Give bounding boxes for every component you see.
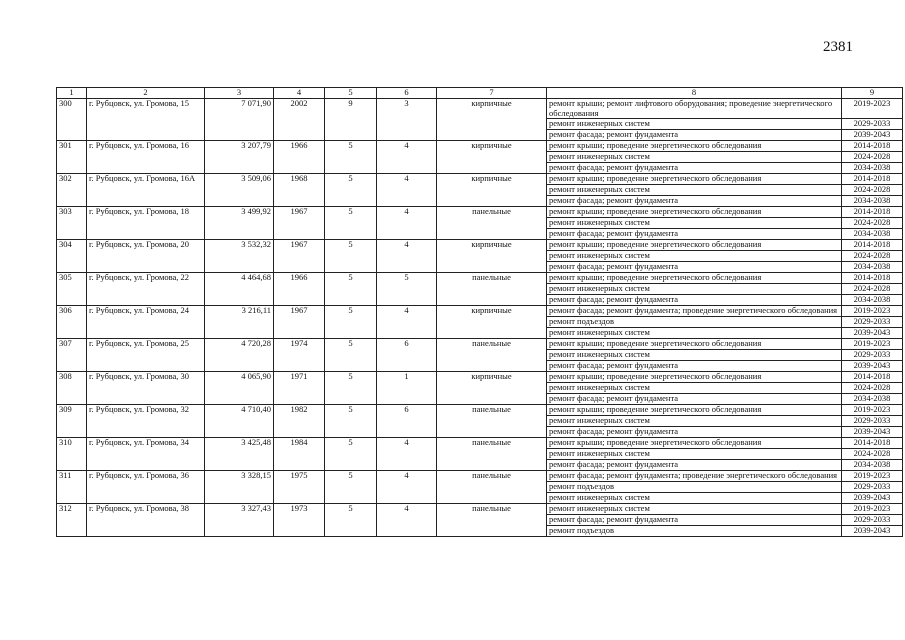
material-cell: панельные	[437, 207, 547, 240]
period-cell: 2014-2018	[842, 438, 903, 449]
material-cell: панельные	[437, 405, 547, 438]
period-cell: 2014-2018	[842, 174, 903, 185]
period-cell: 2034-2038	[842, 229, 903, 240]
row-number: 307	[57, 339, 87, 372]
table-row	[57, 372, 903, 383]
floors-cell: 5	[325, 174, 377, 207]
floors-cell: 5	[325, 339, 377, 372]
column-header-5: 5	[325, 88, 377, 99]
row-number: 300	[57, 98, 87, 141]
period-cell: 2024-2028	[842, 383, 903, 394]
floors-cell: 5	[325, 273, 377, 306]
work-cell: ремонт крыши; ремонт лифтового оборудования; проведение энергетического обследования	[547, 98, 842, 119]
period-cell: 2029-2033	[842, 350, 903, 361]
work-cell: ремонт фасада; ремонт фундамента	[547, 515, 842, 526]
work-cell: ремонт инженерных систем	[547, 328, 842, 339]
period-cell: 2024-2028	[842, 449, 903, 460]
period-cell: 2019-2023	[842, 339, 903, 350]
entrances-cell: 3	[377, 98, 437, 141]
entrances-cell: 4	[377, 207, 437, 240]
address-cell: г. Рубцовск, ул. Громова, 16А	[87, 174, 205, 207]
period-cell: 2039-2043	[842, 130, 903, 141]
floors-cell: 5	[325, 504, 377, 537]
area-cell: 3 499,92	[205, 207, 274, 240]
floors-cell: 5	[325, 207, 377, 240]
floors-cell: 5	[325, 405, 377, 438]
table-row	[57, 471, 903, 482]
floors-cell: 5	[325, 306, 377, 339]
period-cell: 2014-2018	[842, 207, 903, 218]
material-cell: кирпичные	[437, 372, 547, 405]
entrances-cell: 4	[377, 471, 437, 504]
work-cell: ремонт фасада; ремонт фундамента	[547, 394, 842, 405]
period-cell: 2019-2023	[842, 98, 903, 119]
material-cell: кирпичные	[437, 174, 547, 207]
page-number: 2381	[823, 39, 853, 55]
year-cell: 1967	[274, 207, 325, 240]
row-number: 310	[57, 438, 87, 471]
area-cell: 3 425,48	[205, 438, 274, 471]
table-row	[57, 273, 903, 284]
material-cell: панельные	[437, 438, 547, 471]
header-row	[57, 88, 903, 99]
column-header-9: 9	[842, 88, 903, 99]
period-cell: 2039-2043	[842, 427, 903, 438]
work-cell: ремонт инженерных систем	[547, 218, 842, 229]
entrances-cell: 4	[377, 240, 437, 273]
period-cell: 2024-2028	[842, 284, 903, 295]
area-cell: 3 216,11	[205, 306, 274, 339]
entrances-cell: 5	[377, 273, 437, 306]
work-cell: ремонт крыши; проведение энергетического обследования	[547, 174, 842, 185]
work-cell: ремонт инженерных систем	[547, 416, 842, 427]
period-cell: 2034-2038	[842, 295, 903, 306]
year-cell: 1966	[274, 141, 325, 174]
period-cell: 2034-2038	[842, 262, 903, 273]
year-cell: 1982	[274, 405, 325, 438]
address-cell: г. Рубцовск, ул. Громова, 30	[87, 372, 205, 405]
period-cell: 2039-2043	[842, 361, 903, 372]
period-cell: 2014-2018	[842, 141, 903, 152]
address-cell: г. Рубцовск, ул. Громова, 18	[87, 207, 205, 240]
work-cell: ремонт инженерных систем	[547, 284, 842, 295]
row-number: 306	[57, 306, 87, 339]
period-cell: 2029-2033	[842, 119, 903, 130]
year-cell: 1974	[274, 339, 325, 372]
material-cell: кирпичные	[437, 306, 547, 339]
row-number: 311	[57, 471, 87, 504]
period-cell: 2019-2023	[842, 504, 903, 515]
work-cell: ремонт фасада; ремонт фундамента	[547, 460, 842, 471]
work-cell: ремонт подъездов	[547, 317, 842, 328]
column-header-7: 7	[437, 88, 547, 99]
work-cell: ремонт крыши; проведение энергетического обследования	[547, 405, 842, 416]
work-cell: ремонт фасада; ремонт фундамента	[547, 361, 842, 372]
work-cell: ремонт инженерных систем	[547, 350, 842, 361]
table-row	[57, 174, 903, 185]
material-cell: кирпичные	[437, 141, 547, 174]
address-cell: г. Рубцовск, ул. Громова, 25	[87, 339, 205, 372]
period-cell: 2019-2023	[842, 306, 903, 317]
period-cell: 2039-2043	[842, 493, 903, 504]
material-cell: панельные	[437, 471, 547, 504]
table-body	[57, 98, 903, 537]
period-cell: 2024-2028	[842, 251, 903, 262]
period-cell: 2029-2033	[842, 515, 903, 526]
period-cell: 2014-2018	[842, 240, 903, 251]
period-cell: 2029-2033	[842, 416, 903, 427]
column-header-1: 1	[57, 88, 87, 99]
row-number: 308	[57, 372, 87, 405]
period-cell: 2034-2038	[842, 196, 903, 207]
work-cell: ремонт инженерных систем	[547, 119, 842, 130]
address-cell: г. Рубцовск, ул. Громова, 38	[87, 504, 205, 537]
work-cell: ремонт фасада; ремонт фундамента	[547, 295, 842, 306]
column-header-4: 4	[274, 88, 325, 99]
period-cell: 2029-2033	[842, 317, 903, 328]
table-row	[57, 306, 903, 317]
year-cell: 1967	[274, 306, 325, 339]
address-cell: г. Рубцовск, ул. Громова, 22	[87, 273, 205, 306]
work-cell: ремонт фасада; ремонт фундамента	[547, 262, 842, 273]
row-number: 302	[57, 174, 87, 207]
address-cell: г. Рубцовск, ул. Громова, 15	[87, 98, 205, 141]
row-number: 303	[57, 207, 87, 240]
entrances-cell: 4	[377, 174, 437, 207]
row-number: 309	[57, 405, 87, 438]
row-number: 305	[57, 273, 87, 306]
address-cell: г. Рубцовск, ул. Громова, 34	[87, 438, 205, 471]
work-cell: ремонт инженерных систем	[547, 449, 842, 460]
floors-cell: 9	[325, 98, 377, 141]
period-cell: 2019-2023	[842, 471, 903, 482]
period-cell: 2014-2018	[842, 273, 903, 284]
work-cell: ремонт фасада; ремонт фундамента	[547, 196, 842, 207]
period-cell: 2039-2043	[842, 328, 903, 339]
year-cell: 1975	[274, 471, 325, 504]
work-cell: ремонт крыши; проведение энергетического обследования	[547, 339, 842, 350]
floors-cell: 5	[325, 372, 377, 405]
material-cell: панельные	[437, 273, 547, 306]
area-cell: 3 207,79	[205, 141, 274, 174]
area-cell: 4 065,90	[205, 372, 274, 405]
area-cell: 7 071,90	[205, 98, 274, 141]
work-cell: ремонт инженерных систем	[547, 152, 842, 163]
entrances-cell: 4	[377, 504, 437, 537]
floors-cell: 5	[325, 240, 377, 273]
work-cell: ремонт фасада; ремонт фундамента	[547, 130, 842, 141]
work-cell: ремонт фасада; ремонт фундамента	[547, 427, 842, 438]
work-cell: ремонт подъездов	[547, 482, 842, 493]
registry-table	[56, 87, 903, 537]
table-row	[57, 98, 903, 119]
floors-cell: 5	[325, 141, 377, 174]
area-cell: 3 532,32	[205, 240, 274, 273]
period-cell: 2034-2038	[842, 394, 903, 405]
period-cell: 2019-2023	[842, 405, 903, 416]
row-number: 312	[57, 504, 87, 537]
work-cell: ремонт крыши; проведение энергетического обследования	[547, 372, 842, 383]
column-header-3: 3	[205, 88, 274, 99]
row-number: 304	[57, 240, 87, 273]
work-cell: ремонт крыши; проведение энергетического обследования	[547, 141, 842, 152]
column-header-8: 8	[547, 88, 842, 99]
table-row	[57, 207, 903, 218]
row-number: 301	[57, 141, 87, 174]
period-cell: 2014-2018	[842, 372, 903, 383]
work-cell: ремонт крыши; проведение энергетического обследования	[547, 438, 842, 449]
table-row	[57, 339, 903, 350]
year-cell: 1971	[274, 372, 325, 405]
work-cell: ремонт крыши; проведение энергетического обследования	[547, 207, 842, 218]
period-cell: 2024-2028	[842, 185, 903, 196]
column-header-6: 6	[377, 88, 437, 99]
area-cell: 4 720,28	[205, 339, 274, 372]
year-cell: 1973	[274, 504, 325, 537]
address-cell: г. Рубцовск, ул. Громова, 24	[87, 306, 205, 339]
material-cell: панельные	[437, 504, 547, 537]
work-cell: ремонт крыши; проведение энергетического обследования	[547, 273, 842, 284]
area-cell: 3 327,43	[205, 504, 274, 537]
area-cell: 4 464,68	[205, 273, 274, 306]
period-cell: 2029-2033	[842, 482, 903, 493]
area-cell: 3 328,15	[205, 471, 274, 504]
work-cell: ремонт инженерных систем	[547, 493, 842, 504]
column-header-2: 2	[87, 88, 205, 99]
work-cell: ремонт фасада; ремонт фундамента; проведение энергетического обследования	[547, 471, 842, 482]
period-cell: 2034-2038	[842, 460, 903, 471]
work-cell: ремонт инженерных систем	[547, 251, 842, 262]
period-cell: 2039-2043	[842, 526, 903, 537]
table-header	[57, 88, 903, 99]
address-cell: г. Рубцовск, ул. Громова, 16	[87, 141, 205, 174]
floors-cell: 5	[325, 438, 377, 471]
year-cell: 1984	[274, 438, 325, 471]
table-row	[57, 405, 903, 416]
work-cell: ремонт инженерных систем	[547, 383, 842, 394]
floors-cell: 5	[325, 471, 377, 504]
entrances-cell: 4	[377, 438, 437, 471]
entrances-cell: 6	[377, 405, 437, 438]
work-cell: ремонт подъездов	[547, 526, 842, 537]
year-cell: 1968	[274, 174, 325, 207]
period-cell: 2024-2028	[842, 152, 903, 163]
material-cell: панельные	[437, 339, 547, 372]
table-row	[57, 240, 903, 251]
entrances-cell: 4	[377, 141, 437, 174]
entrances-cell: 4	[377, 306, 437, 339]
work-cell: ремонт фасада; ремонт фундамента; проведение энергетического обследования	[547, 306, 842, 317]
year-cell: 1967	[274, 240, 325, 273]
period-cell: 2024-2028	[842, 218, 903, 229]
work-cell: ремонт фасада; ремонт фундамента	[547, 163, 842, 174]
material-cell: кирпичные	[437, 240, 547, 273]
work-cell: ремонт крыши; проведение энергетического обследования	[547, 240, 842, 251]
year-cell: 1966	[274, 273, 325, 306]
area-cell: 4 710,40	[205, 405, 274, 438]
address-cell: г. Рубцовск, ул. Громова, 36	[87, 471, 205, 504]
work-cell: ремонт фасада; ремонт фундамента	[547, 229, 842, 240]
table-row	[57, 504, 903, 515]
year-cell: 2002	[274, 98, 325, 141]
work-cell: ремонт инженерных систем	[547, 185, 842, 196]
period-cell: 2034-2038	[842, 163, 903, 174]
entrances-cell: 1	[377, 372, 437, 405]
area-cell: 3 509,06	[205, 174, 274, 207]
table-row	[57, 438, 903, 449]
address-cell: г. Рубцовск, ул. Громова, 32	[87, 405, 205, 438]
work-cell: ремонт инженерных систем	[547, 504, 842, 515]
material-cell: кирпичные	[437, 98, 547, 141]
entrances-cell: 6	[377, 339, 437, 372]
address-cell: г. Рубцовск, ул. Громова, 20	[87, 240, 205, 273]
table-row	[57, 141, 903, 152]
